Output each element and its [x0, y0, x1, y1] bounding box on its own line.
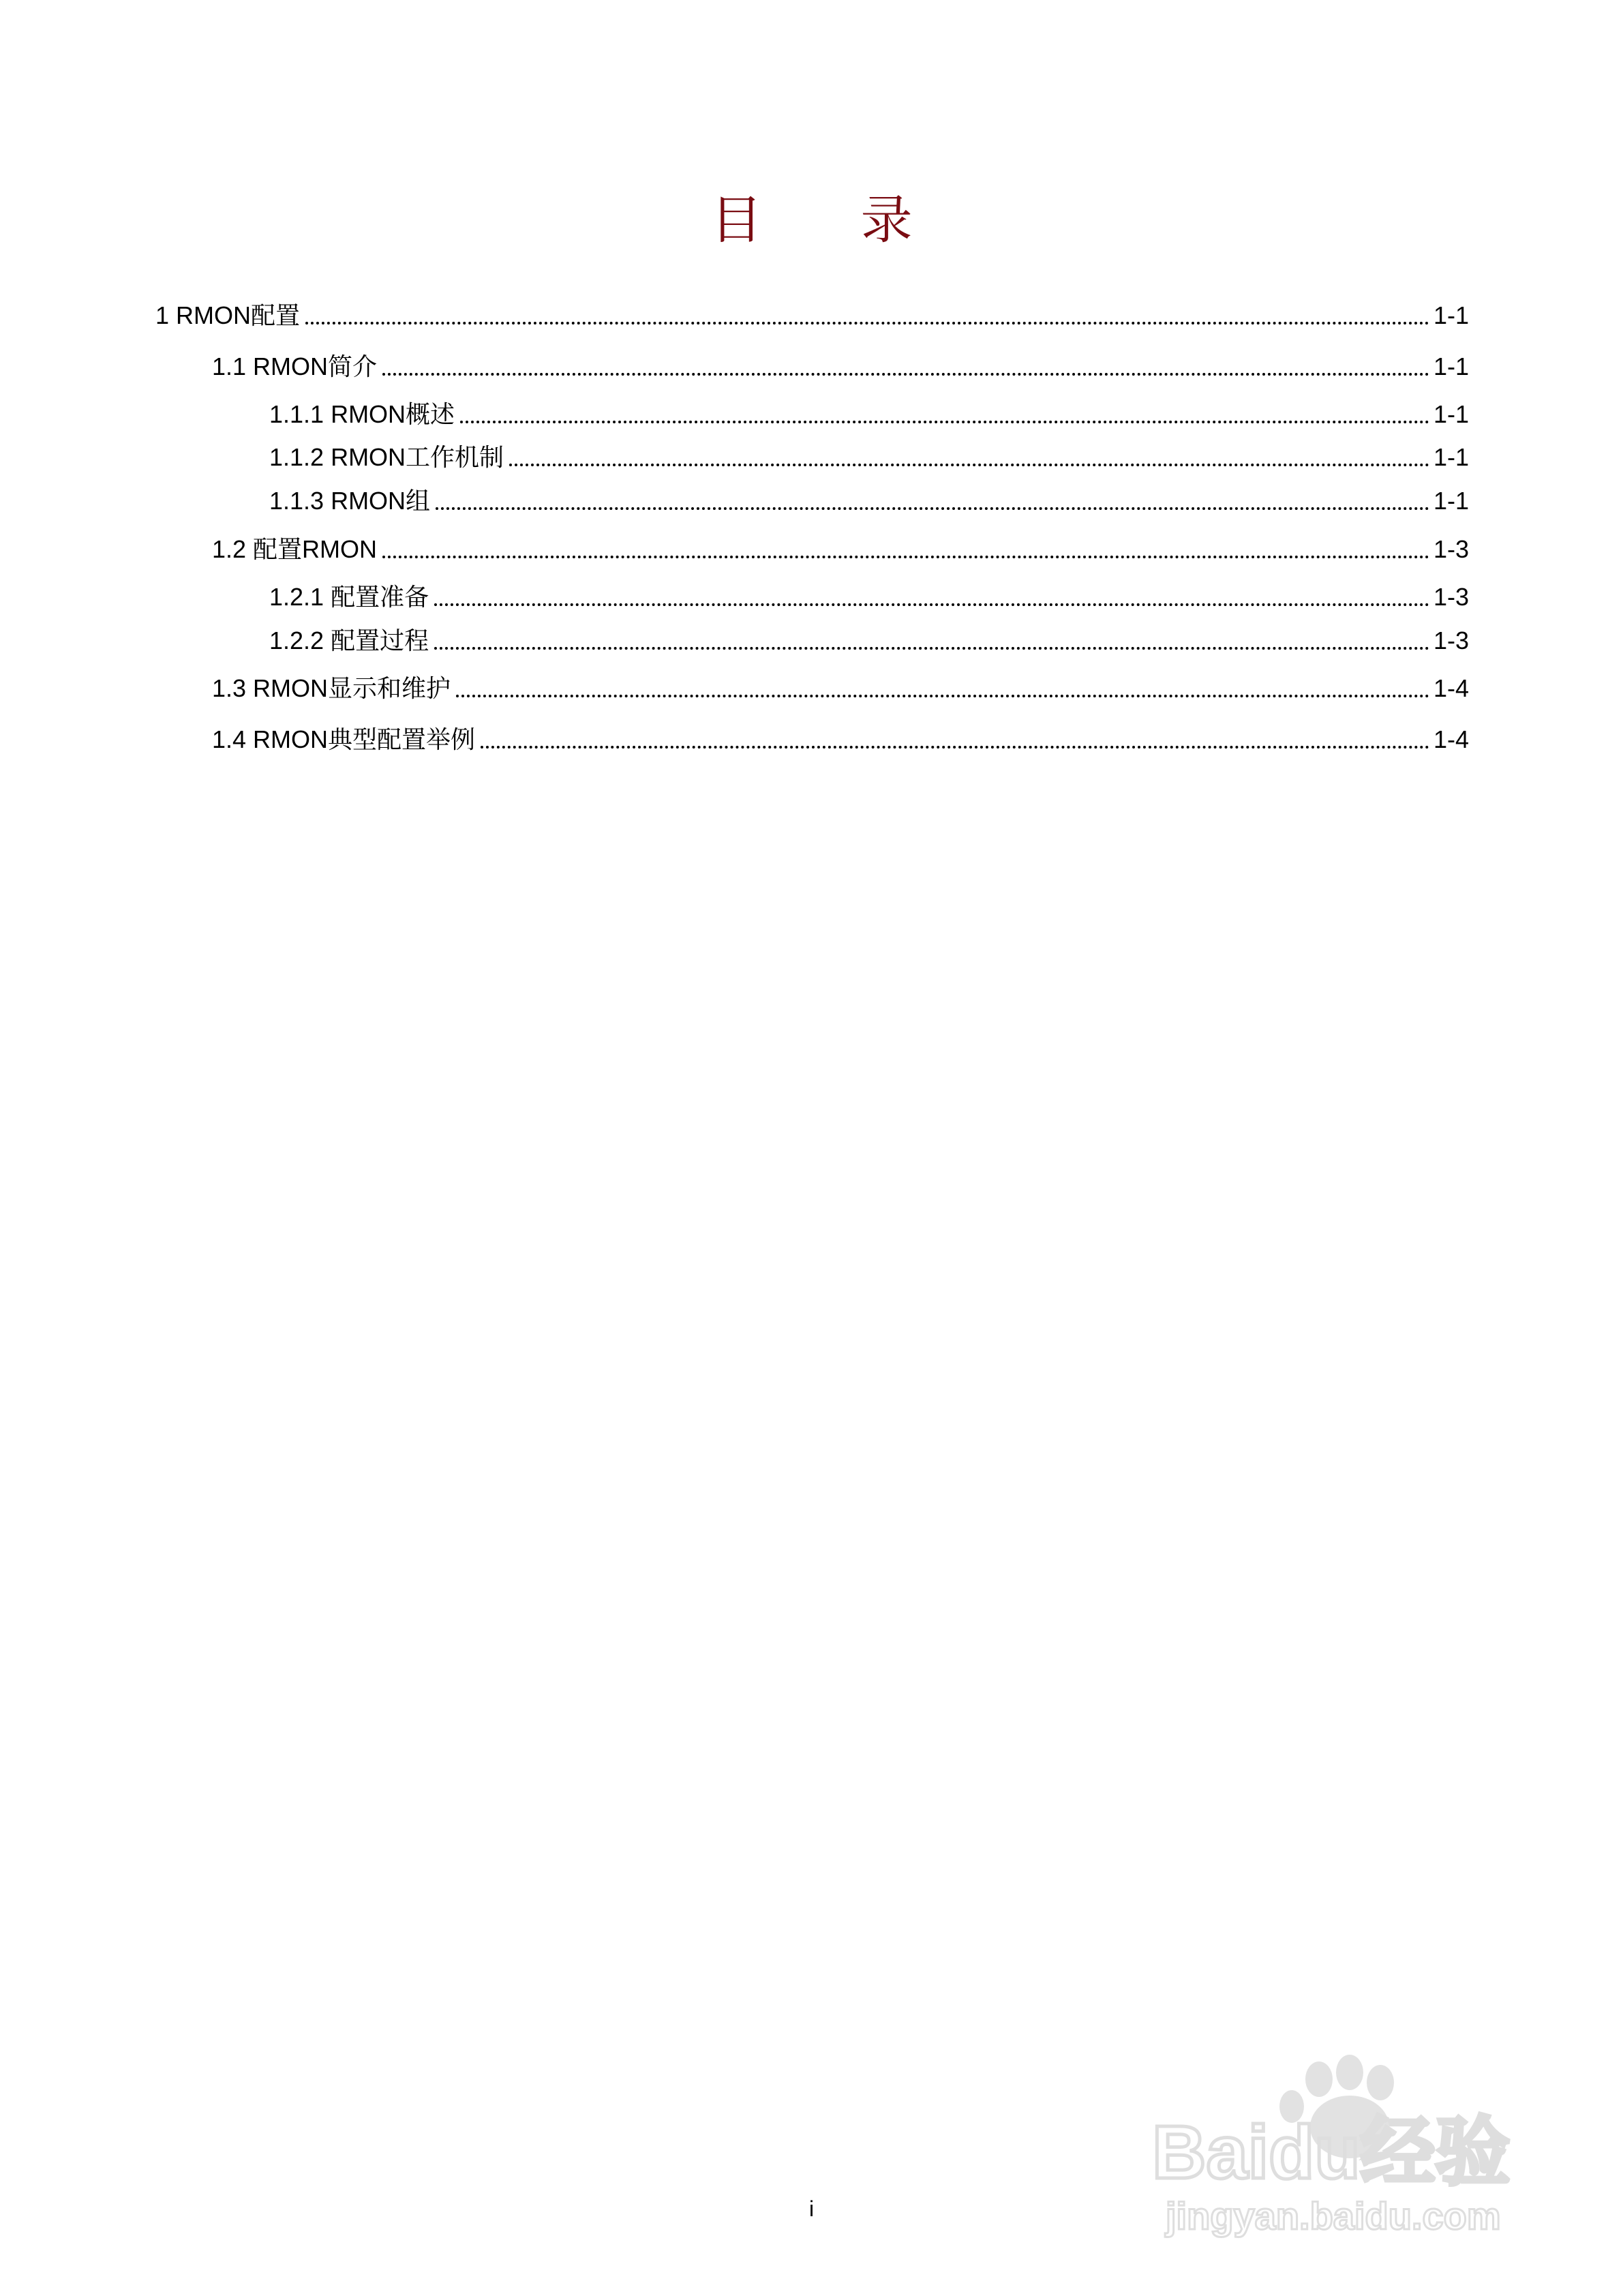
toc-entry[interactable]: [212, 663, 1469, 704]
toc-entry[interactable]: [269, 432, 1469, 472]
toc-entry-page: 1-1: [1433, 352, 1469, 380]
watermark-brand: Baidu经验: [1152, 2111, 1511, 2194]
toc-entry[interactable]: [212, 714, 1469, 755]
watermark-url: jingyan.baidu.com: [1166, 2194, 1501, 2237]
toc-entry[interactable]: [269, 389, 1469, 429]
toc-entry[interactable]: [155, 290, 1469, 331]
toc-entry-label: 1.2.1 配置准备: [269, 583, 429, 611]
toc-entry-page: 1-1: [1433, 301, 1469, 329]
toc-entry-page: 1-3: [1433, 626, 1469, 654]
toc-entry-label: 1.2 配置RMON: [212, 535, 378, 563]
toc-leader-dots: [434, 647, 1429, 650]
toc-entry-page: 1-4: [1433, 674, 1469, 702]
toc-entry-label: 1.1 RMON简介: [212, 352, 378, 380]
page-number: i: [808, 2196, 815, 2221]
toc-entry[interactable]: [212, 524, 1469, 564]
toc-entry-label: 1.1.1 RMON概述: [269, 400, 455, 428]
toc-entry-page: 1-4: [1433, 725, 1469, 753]
toc-entry-label: 1 RMON配置: [155, 301, 301, 329]
toc-entry-label: 1.4 RMON典型配置举例: [212, 725, 476, 753]
page-title: 目 录: [710, 190, 954, 250]
toc-entry-page: 1-3: [1433, 583, 1469, 611]
toc-leader-dots: [460, 421, 1429, 423]
toc-leader-dots: [382, 373, 1429, 376]
toc-entry-page: 1-1: [1433, 443, 1469, 471]
toc-leader-dots: [509, 464, 1429, 466]
toc-entry-label: 1.1.2 RMON工作机制: [269, 443, 504, 471]
toc-leader-dots: [434, 603, 1429, 606]
toc-entry-label: 1.1.3 RMON组: [269, 487, 431, 515]
toc-entry[interactable]: [269, 615, 1469, 656]
toc-leader-dots: [305, 322, 1429, 324]
toc-entry[interactable]: [269, 571, 1469, 612]
toc-entry[interactable]: [212, 341, 1469, 382]
toc-leader-dots: [481, 746, 1429, 749]
toc-leader-dots: [456, 695, 1429, 697]
toc-leader-dots: [436, 507, 1429, 510]
toc-entry-page: 1-1: [1433, 400, 1469, 428]
toc-leader-dots: [382, 556, 1429, 558]
baidu-watermark-logo: [1145, 2052, 1527, 2250]
toc-entry-page: 1-3: [1433, 535, 1469, 563]
toc-entry[interactable]: [269, 475, 1469, 516]
toc-entry-label: 1.3 RMON显示和维护: [212, 674, 451, 702]
toc-entry-label: 1.2.2 配置过程: [269, 626, 429, 654]
toc-entry-page: 1-1: [1433, 487, 1469, 515]
